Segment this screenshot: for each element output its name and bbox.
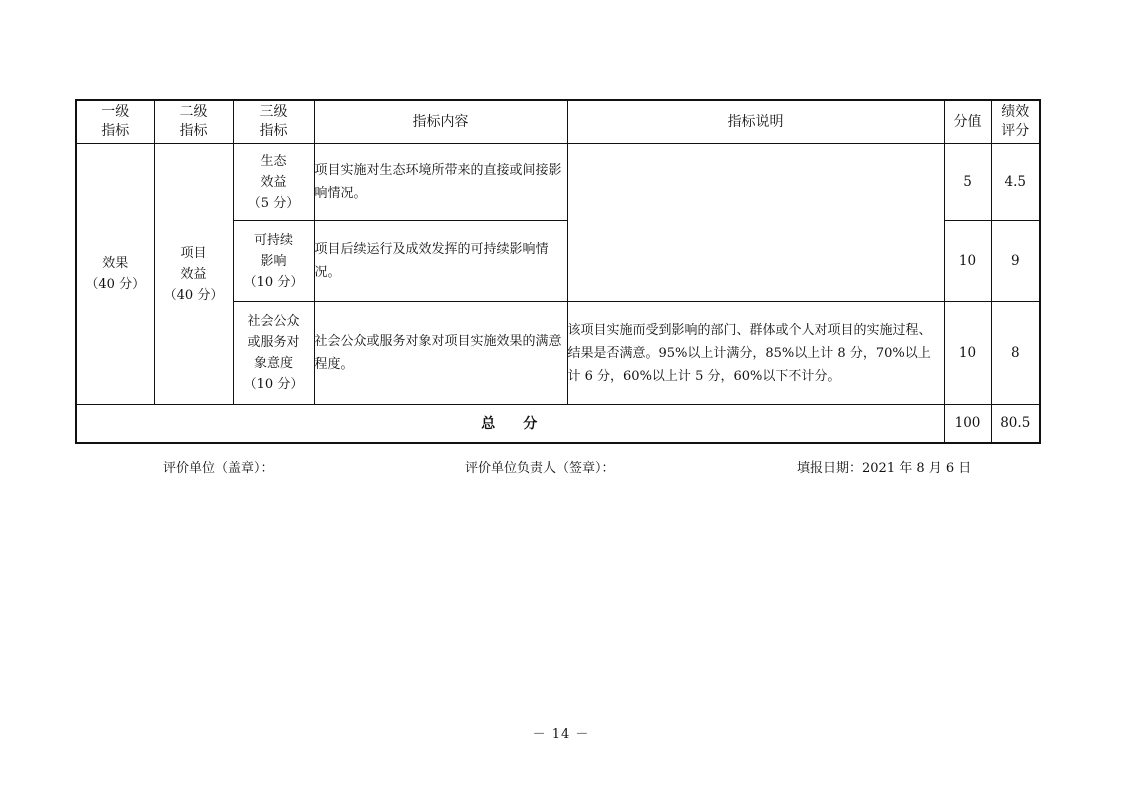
rating-cell: 4.5 <box>991 144 1040 221</box>
header-content: 指标内容 <box>314 100 567 144</box>
level3-cell: 社会公众 或服务对 象意度 （10 分） <box>233 302 314 405</box>
total-rating-cell: 80.5 <box>991 405 1040 443</box>
header-row <box>76 100 1040 144</box>
score-cell: 10 <box>944 221 991 302</box>
performance-evaluation-table <box>75 99 1041 444</box>
level2-cell: 项目 效益 （40 分） <box>154 144 233 405</box>
header-explanation: 指标说明 <box>567 100 944 144</box>
page-number: － 14 － <box>532 727 590 742</box>
evaluating-unit-label: 评价单位（盖章）： <box>163 461 274 476</box>
header-rating: 绩效 评分 <box>991 100 1040 144</box>
header-level2: 二级 指标 <box>154 100 233 144</box>
header-score: 分值 <box>944 100 991 144</box>
unit-responsible-label: 评价单位负责人（签章）： <box>465 461 615 476</box>
level3-cell: 生态 效益 （5 分） <box>233 144 314 221</box>
header-level1: 一级 指标 <box>76 100 154 144</box>
content-cell: 项目后续运行及成效发挥的可持续影响情况。 <box>314 221 567 302</box>
level3-cell: 可持续 影响 （10 分） <box>233 221 314 302</box>
total-row <box>76 405 1040 443</box>
fill-date: 填报日期：2021 年 8 月 6 日 <box>797 461 972 476</box>
rating-cell: 9 <box>991 221 1040 302</box>
table-row <box>76 144 1040 221</box>
content-cell: 社会公众或服务对象对项目实施效果的满意程度。 <box>314 302 567 405</box>
score-cell: 10 <box>944 302 991 405</box>
signature-line <box>0 457 1122 477</box>
explanation-cell: 该项目实施而受到影响的部门、群体或个人对项目的实施过程、结果是否满意。95%以上计满分，85%以上计 8 分，70%以上计 6 分，60%以上计 5 分，60%以下不计分。 <box>567 302 944 405</box>
explanation-cell-empty <box>567 144 944 302</box>
header-level3: 三级 指标 <box>233 100 314 144</box>
level1-cell: 效果 （40 分） <box>76 144 154 405</box>
total-score-cell: 100 <box>944 405 991 443</box>
total-label: 总 分 <box>76 405 944 443</box>
content-cell: 项目实施对生态环境所带来的直接或间接影响情况。 <box>314 144 567 221</box>
rating-cell: 8 <box>991 302 1040 405</box>
score-cell: 5 <box>944 144 991 221</box>
